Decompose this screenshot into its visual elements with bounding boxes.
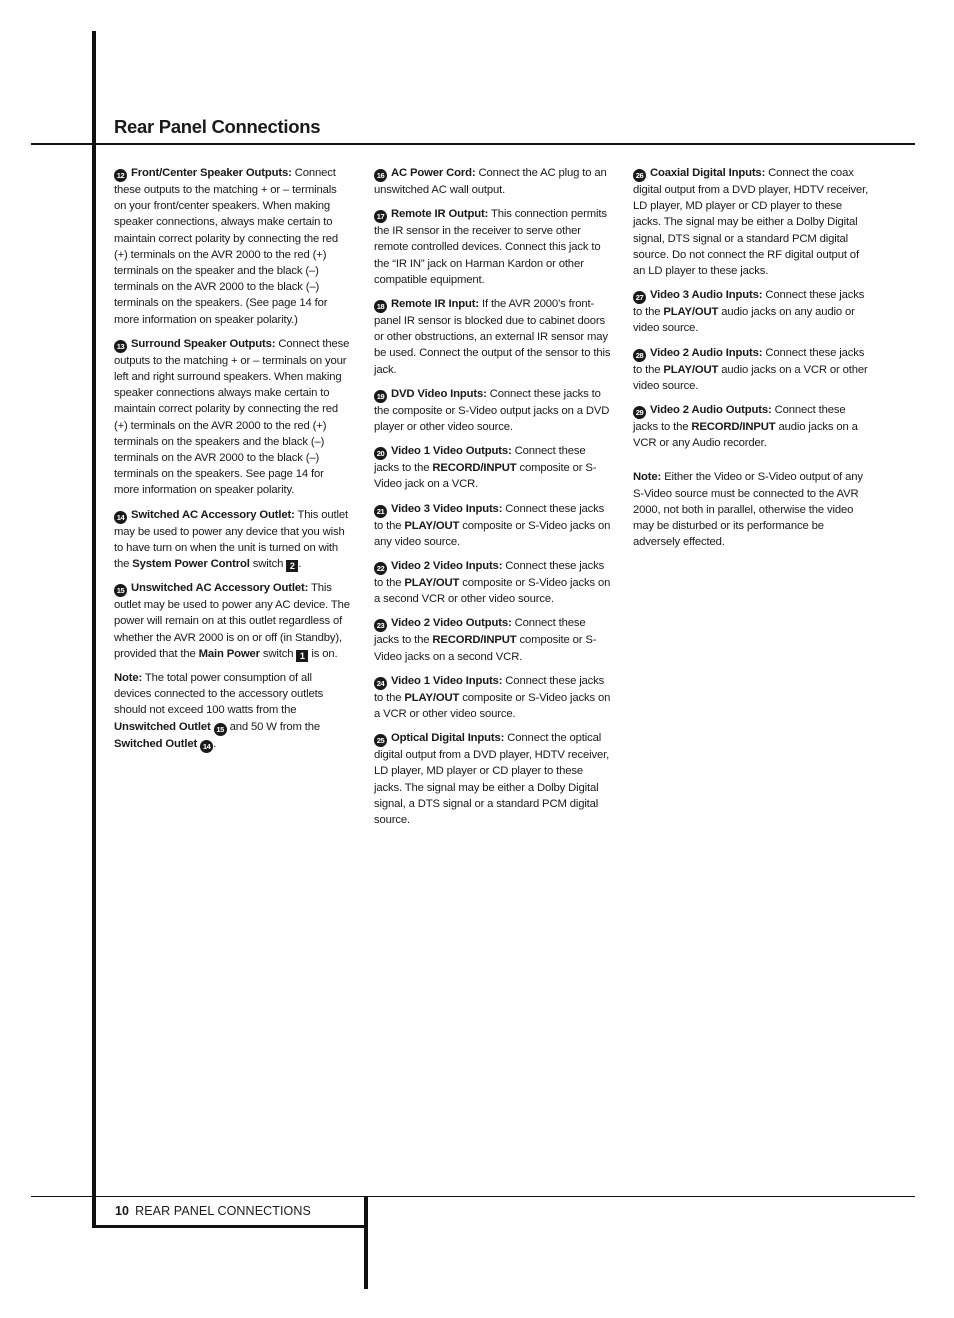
footer-vertical-rule: [364, 1197, 368, 1289]
paragraph-text: Connect these jacks to the: [633, 404, 846, 434]
callout-number-badge: 23: [374, 619, 387, 632]
paragraph-text: Connect these jacks to the: [374, 560, 605, 590]
paragraph-text: Connect these jacks to the: [374, 674, 605, 704]
paragraph-video2-audio-inputs: [633, 345, 871, 394]
paragraph-text: Connect these jacks to the: [633, 346, 865, 376]
paragraph-video3-video-inputs: [374, 501, 612, 550]
callout-number-badge: 29: [633, 406, 646, 419]
callout-number-badge: 18: [374, 300, 387, 313]
bold-term: RECORD/INPUT: [691, 421, 776, 434]
callout-number-badge: 13: [114, 340, 127, 353]
paragraph-heading: DVD Video Inputs:: [391, 387, 487, 400]
bold-term: Switched Outlet: [114, 737, 198, 750]
paragraph-text: and 50 W from the: [226, 720, 320, 733]
paragraph-text: Connect these jacks to the: [633, 289, 865, 319]
paragraph-text: audio jacks on a VCR or any Audio recorder.: [633, 421, 858, 450]
callout-number-badge: 17: [374, 210, 387, 223]
column-1: [114, 165, 350, 761]
callout-number-badge: 27: [633, 291, 646, 304]
callout-number-badge: 28: [633, 349, 646, 362]
callout-number-badge: 15: [114, 584, 127, 597]
paragraph-text: Connect these outputs to the matching + or – terminals on your left and right surround speakers. When making speaker connections always make certain to maintain correct polarity by connecting the red (+) terminals on the AVR 2000 to the red (+) terminals on the speakers and the black (–) terminals on the AVR 2000 to the black (–) terminals on the speakers. See page 14 for more information on speaker polarity.: [114, 337, 350, 497]
paragraph-heading: Remote IR Output:: [391, 208, 489, 221]
paragraph-video2-audio-outputs: [633, 402, 871, 451]
footer-underline: [92, 1225, 368, 1228]
paragraph-dvd-video-inputs: [374, 386, 612, 435]
front-panel-key-badge: 1: [296, 650, 308, 662]
paragraph-text: This outlet may be used to power any device that you wish to have turn on when the unit is turned on with the: [114, 508, 348, 571]
paragraph-text: audio jacks on a VCR or other video source.: [633, 363, 868, 392]
paragraph-heading: Video 2 Video Inputs:: [391, 560, 503, 573]
paragraph-video1-video-outputs: [374, 443, 612, 492]
note-video-output: [633, 469, 871, 550]
paragraph-heading: Surround Speaker Outputs:: [131, 337, 276, 350]
callout-number-badge: 12: [114, 169, 127, 182]
paragraph-heading: Video 2 Audio Inputs:: [650, 346, 763, 359]
paragraph-optical-digital-inputs: [374, 730, 612, 828]
paragraph-heading: AC Power Cord:: [391, 167, 476, 179]
callout-number-badge: 26: [633, 169, 646, 182]
paragraph-heading: Coaxial Digital Inputs:: [650, 167, 766, 179]
callout-number-badge: 14: [114, 511, 127, 524]
paragraph-text: switch: [249, 558, 287, 571]
bold-term: PLAY/OUT: [404, 577, 460, 590]
bold-term: PLAY/OUT: [404, 519, 460, 532]
bold-term: PLAY/OUT: [663, 363, 719, 376]
paragraph-heading: Video 1 Video Outputs:: [391, 445, 512, 458]
callout-number-badge: 20: [374, 447, 387, 460]
paragraph-heading: Optical Digital Inputs:: [391, 732, 505, 745]
paragraph-text: This connection permits the IR sensor in the receiver to serve other remote controlled devices. Connect this jack to the “IR IN” jack on Harman Kardon or other compatible equipment.: [374, 208, 607, 286]
paragraph-video2-video-inputs: [374, 558, 612, 607]
paragraph-remote-ir-output: [374, 206, 612, 288]
header-rule: [31, 143, 915, 145]
note-heading: Note:: [114, 672, 143, 685]
paragraph-unswitched-ac-outlet: [114, 580, 350, 662]
note-heading: Note:: [633, 471, 662, 484]
paragraph-text: Connect these jacks to the: [374, 617, 586, 647]
bold-term: RECORD/INPUT: [432, 634, 517, 647]
callout-number-badge: 14: [200, 740, 213, 753]
paragraph-text: composite or S-Video jacks on a VCR or other video source.: [374, 691, 611, 721]
paragraph-ac-power-cord: [374, 165, 612, 198]
callout-number-badge: 16: [374, 169, 387, 182]
column-3: [633, 165, 871, 558]
paragraph-text: composite or S-Video jacks on a second VCR.: [374, 634, 597, 663]
page-title: Rear Panel Connections: [114, 116, 321, 137]
paragraph-remote-ir-input: [374, 296, 612, 378]
paragraph-text: Connect the coax digital output from a DVD player, HDTV receiver, LD player, MD player or CD player to these jacks. The signal may be either a Dolby Digital signal, DTS signal or a standard PCM digital source. Do not connect the RF digital output of an LD player to these jacks.: [633, 167, 869, 278]
callout-number-badge: 24: [374, 677, 387, 690]
paragraph-coaxial-digital-inputs: [633, 165, 871, 279]
footer-rule: [31, 1196, 915, 1197]
paragraph-heading: Switched AC Accessory Outlet:: [131, 508, 295, 521]
bold-term: Main Power: [198, 647, 260, 660]
left-vertical-rule: [92, 31, 96, 1228]
note-power-consumption: [114, 670, 350, 753]
paragraph-heading: Front/Center Speaker Outputs:: [131, 167, 292, 179]
paragraph-heading: Remote IR Input:: [391, 298, 479, 311]
paragraph-heading: Unswitched AC Accessory Outlet:: [131, 582, 309, 595]
bold-term: PLAY/OUT: [404, 691, 460, 704]
paragraph-text: Connect these outputs to the matching + or – terminals on your front/center speakers. When making speaker connections, always make certain to maintain correct polarity by connecting the red (+) terminals on the AVR 2000 to the red (+) terminals on the speaker and the black (–) terminals on the AVR 2000 to the black (–) terminals on the speakers. (See page 14 for more information on speaker polarity.): [114, 167, 339, 326]
paragraph-text: composite or S-Video jacks on any video source.: [374, 519, 611, 548]
paragraph-text: composite or S-Video jack on a VCR.: [374, 462, 597, 491]
paragraph-text: This outlet may be used to power any AC device. The power will remain on at this outlet regardless of whether the AVR 2000 is on or off (in Standby), provided that the: [114, 582, 350, 660]
paragraph-text: The total power consumption of all devices connected to the accessory outlets should not exceed 100 watts from the: [114, 672, 324, 717]
paragraph-heading: Video 3 Video Inputs:: [391, 502, 503, 515]
paragraph-heading: Video 2 Audio Outputs:: [650, 404, 772, 417]
callout-number-badge: 25: [374, 734, 387, 747]
bold-term: System Power Control: [132, 558, 250, 571]
paragraph-video1-video-inputs: [374, 673, 612, 722]
footer-section-label: REAR PANEL CONNECTIONS: [135, 1204, 311, 1218]
paragraph-text: Connect these jacks to the composite or S-Video output jacks on a DVD player or other video source.: [374, 387, 610, 434]
paragraph-text: Connect these jacks to the: [374, 502, 605, 532]
page-footer: [115, 1204, 311, 1218]
paragraph-text: .: [298, 558, 302, 571]
callout-number-badge: 22: [374, 562, 387, 575]
paragraph-text: Connect the optical digital output from a DVD player, HDTV receiver, LD player, MD player or CD player to these jacks. The signal may be either a Dolby Digital signal, a DTS signal or a standard PCM digital source.: [374, 732, 610, 827]
paragraph-switched-ac-outlet: [114, 507, 350, 573]
paragraph-text: Connect the AC plug to an unswitched AC wall output.: [374, 167, 607, 196]
bold-term: PLAY/OUT: [663, 306, 719, 319]
paragraph-heading: Video 2 Video Outputs:: [391, 617, 512, 630]
paragraph-text: switch: [259, 647, 297, 660]
paragraph-text: Connect these jacks to the: [374, 445, 586, 475]
paragraph-text: If the AVR 2000’s front-panel IR sensor is blocked due to cabinet doors or other obstructions, an external IR sensor may be used. Connect the output of the sensor to this jack.: [374, 298, 611, 376]
paragraph-text: composite or S-Video jacks on a second VCR or other video source.: [374, 577, 611, 606]
callout-number-badge: 21: [374, 505, 387, 518]
bold-term: RECORD/INPUT: [432, 462, 517, 475]
bold-term: Unswitched Outlet: [114, 720, 211, 733]
paragraph-text: Either the Video or S-Video output of any S-Video source must be connected to the AVR 2000, not both in parallel, otherwise the video may be disturbed or its performance be adversely effected.: [633, 471, 863, 549]
page-number: 10: [115, 1204, 130, 1218]
paragraph-heading: Video 3 Audio Inputs:: [650, 289, 763, 302]
paragraph-text: .: [213, 737, 217, 750]
paragraph-video3-audio-inputs: [633, 287, 871, 336]
column-2: [374, 165, 612, 836]
paragraph-text: audio jacks on any audio or video source.: [633, 306, 855, 335]
front-panel-key-badge: 2: [286, 560, 298, 572]
paragraph-heading: Video 1 Video Inputs:: [391, 674, 503, 687]
callout-number-badge: 15: [214, 723, 227, 736]
paragraph-front-center-speaker-outputs: [114, 165, 350, 328]
paragraph-surround-speaker-outputs: [114, 336, 350, 499]
callout-number-badge: 19: [374, 390, 387, 403]
paragraph-video2-video-outputs: [374, 615, 612, 664]
paragraph-text: is on.: [308, 647, 338, 660]
